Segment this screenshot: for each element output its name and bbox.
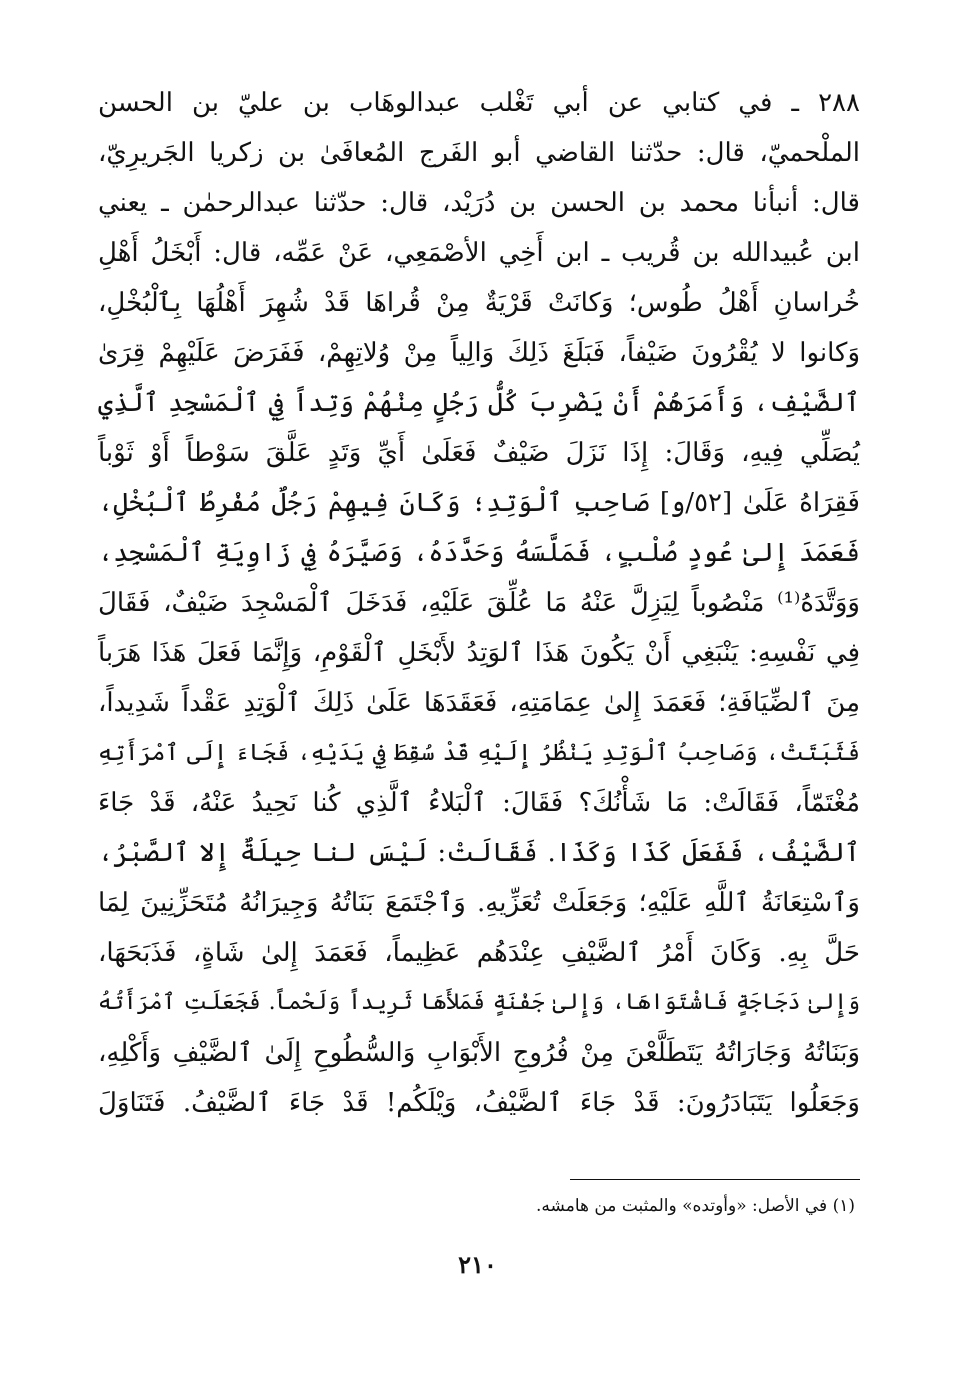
text-line: فِي نَفْسِهِ: يَنْبَغِي أَنْ يَكُونَ هَذَا ٱلوَتِدُ لأَبْخَلِ ٱلْقَوْمِ، وَإِنَّمَا فَعَلَ هَذَا هَرَباً: [98, 638, 860, 668]
page-number: ٢١٠: [458, 1250, 497, 1279]
text-line: مُغْتَمّاً، فَقَالَتْ: مَا شَأْنُكَ؟ فَقَالَ: ٱلْبَلاءُ ٱلَّذِي كُنا نَحِيدُ عَنْهُ، قَدْ جَاءَ: [98, 788, 860, 818]
text-line: وَجَعَلُوا يَتَبَادَرُونَ: قَدْ جَاءَ ٱلضَّيْفُ، وَيْلَكُم! قَدْ جَاءَ ٱلضَّيْفُ. فَتَنَاوَلَ: [98, 1088, 860, 1118]
footnote-divider: [570, 1179, 860, 1180]
main-text-block: [98, 78, 860, 1128]
text-line: وَوَتَّدَهُ⁽¹⁾ مَنْصُوباً لِيَزِلَّ عَنْهُ مَا عُلِّقَ عَلَيْهِ، فَدَخَلَ ٱلْمَسْجِدَ ضَيْفٌ، فَقَالَ: [98, 588, 860, 618]
text-line: ٱلضَّيْفِ، وَأَمَرَهُمْ أَنْ يَضْرِبَ كُلُّ رَجُلٍ مِنْهُمْ وَتِداً فِي ٱلْمَسْجِدِ ٱلَّذِي: [98, 388, 860, 418]
text-line: مِنَ ٱلضِّيَافَةِ؛ فَعَمَدَ إِلىٰ عِمَامَتِهِ، فَعَقَدَهَا عَلَىٰ ذَلِكَ ٱلْوَتِدِ عَقْداً شَدِيداً،: [98, 688, 860, 718]
text-line: خُراسانِ أَهْلُ طُوس؛ وَكانَتْ قَرْيَةٌ مِنْ قُراهَا قَدْ شُهِرَ أَهْلُهَا بِٱلْبُخْلِ،: [98, 288, 860, 318]
text-line: الملْحميّ، قال: حدّثنا القاضي أبو الفَرج المُعافَىٰ بن زكريا الجَريرِيّ،: [98, 138, 861, 168]
text-line: فَعَمَدَ إِلىٰ عُودٍ صُلْبٍ، فَمَلَّسَهُ وَحَدَّدَهُ، وَصَيَّرَهُ فِي زَاوِيَةِ ٱلْمَسْجِدِ،: [98, 538, 860, 568]
text-line: وَكانوا لا يُقْرُونَ ضَيْفاً، فَبَلَغَ ذَلِكَ وَالِياً مِنْ وُلاتِهِمْ، فَفَرَضَ عَلَيْهِمْ قِرَىٰ: [98, 338, 860, 368]
text-line: ٢٨٨ ـ في كتابي عن أبي تَغْلب عبدالوهَاب بن عليّ بن الحسن: [98, 88, 860, 118]
footnote: (١) في الأصل: «وأوتده» والمثبت من هامشه.: [536, 1196, 855, 1216]
text-line: يُصَلِّي فِيهِ، وَقَالَ: إِذَا نَزَلَ ضَيْفٌ فَعَلَىٰ أَيِّ وَتَدٍ عَلَّقَ سَوْطاً أَوْ ثَوْباً: [98, 438, 860, 468]
text-line: ابن عُبيدالله بن قُريب ـ ابن أَخِي الأصْمَعِي، عَنْ عَمِّه، قال: أَبْخَلُ أَهْلِ: [98, 238, 860, 268]
text-line: فَقِرَاهُ عَلَىٰ [٥٢/و] صَاحِبِ ٱلْوَتِدِ؛ وَكَانَ فِيهِمْ رَجُلٌ مُفْرِطُ ٱلْبُخْلِ،: [98, 488, 860, 518]
text-line: فَثَبَتَتْ، وَصَاحِبُ ٱلْوَتِدِ يَنْظُرُ إِلَيْهِ قَدْ سُقِطَ فِي يَدَيْهِ، فَجَاءَ إِلَى ٱمْرَأَتِهِ: [98, 740, 860, 766]
text-line: وَإِلىٰ دَجَاجَةٍ فَاشْتَوَاهَا، وَإِلىٰ جَفْنَةٍ فَمَلأَهَا ثَرِيداً وَلَحْماً. فَجَعَلَتِ ٱمْرَأَتُهُ: [98, 990, 860, 1015]
text-line: وَٱسْتِعَانَةُ ٱللَّهِ عَلَيْهِ؛ وَجَعَلَتْ تُعَزِّيهِ. وَٱجْتَمَعَ بَنَاتُهُ وَجِيرَانُهُ مُتَحَزِّنِينَ لِمَا: [98, 888, 860, 918]
text-line: وَبَنَاتُهُ وَجَارَاتُهُ يَتَطَلَّعْنَ مِنْ فُرُوجِ الأَبْوَابِ وَالسُّطُوحِ إِلَىٰ ٱلضَّيْفِ وَأَكْلِهِ،: [98, 1038, 860, 1068]
text-line: قال: أنبأنا محمد بن الحسن بن دُرَيْد، قال: حدّثنا عبدالرحمٰن ـ يعني: [98, 188, 860, 218]
text-line: ٱلضَّيْفُ، فَفَعَلَ كَذَا وَكَذَا. فَقَالَتْ: لَيْسَ لنا حِيلَةٌ إِلا ٱلصَّبْرُ،: [98, 838, 860, 868]
text-line: حَلَّ بِهِ. وَكَانَ أَمْرُ ٱلضَّيْفِ عِنْدَهُم عَظِيماً، فَعَمَدَ إِلىٰ شَاةٍ، فَذَبَحَهَا،: [98, 938, 860, 968]
